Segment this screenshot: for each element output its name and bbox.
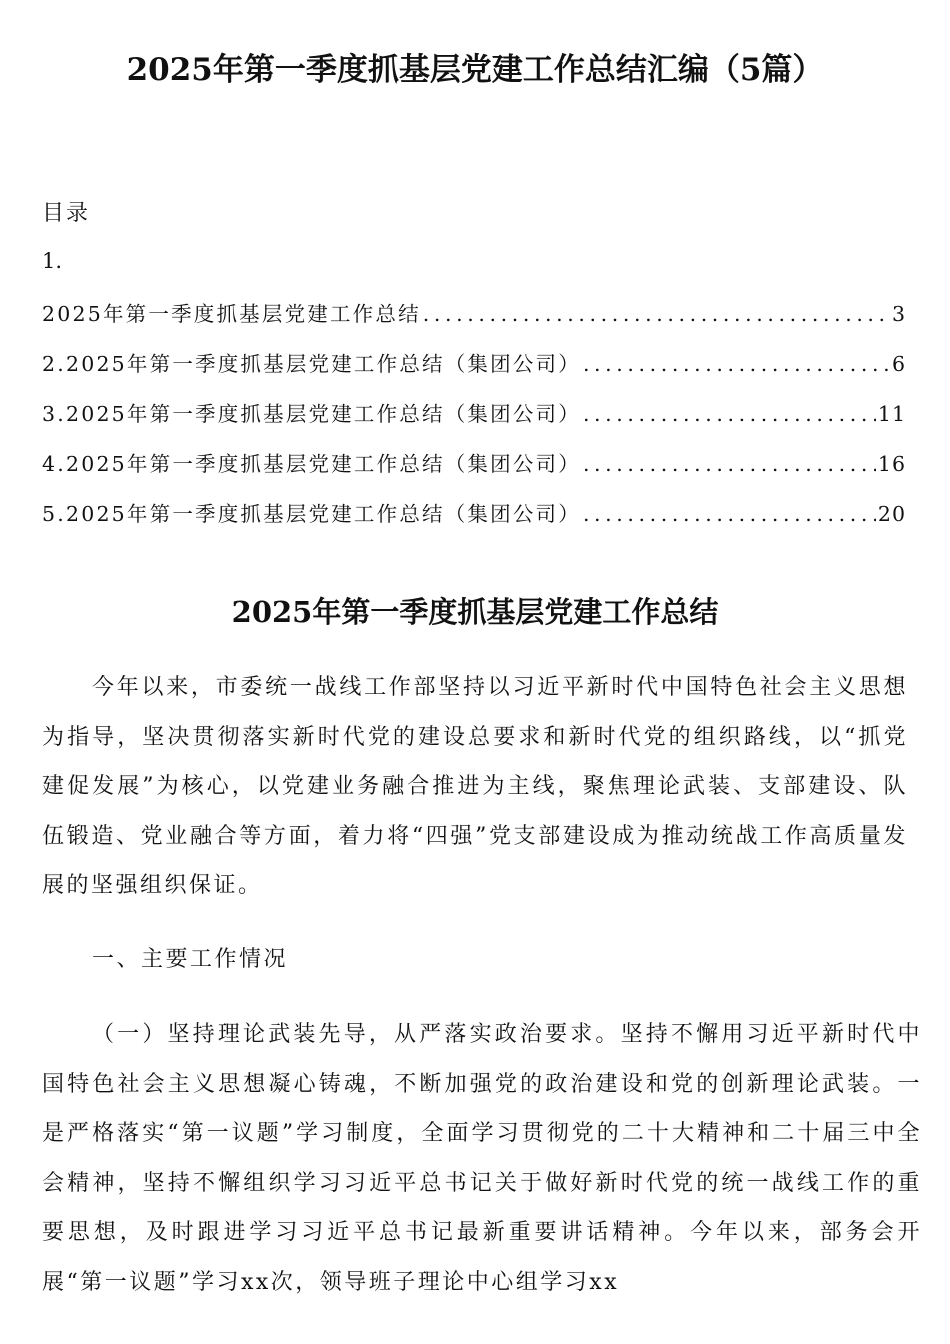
body-paragraph: （一）坚持理论武装先导，从严落实政治要求。坚持不懈用习近平新时代中国特色社会主义思想凝心铸魂，不断加强党的政治建设和党的创新理论武装。一是严格落实“第一议题”学习制度，全面学习贯彻党的二十大精神和二十届三中全会精神，坚持不懈组织学习习近平总书记关于做好新时代党的统一战线工作的重要思想，及时跟进学习习近平总书记最新重要讲话精神。今年以来，部务会开展“第一议题”学习xx次，领导班子理论中心组学习xx — [42, 1022, 922, 1295]
toc-entry[interactable] — [42, 297, 906, 327]
toc-heading: 目录 — [42, 201, 91, 226]
toc-entry-page: 20 — [877, 502, 906, 526]
toc-entry-label: 4.2025年第一季度抓基层党建工作总结（集团公司） — [42, 452, 581, 476]
toc-entry-label: 2025年第一季度抓基层党建工作总结 — [42, 302, 421, 326]
toc-leader-dots — [583, 402, 876, 426]
toc-leader-dots — [583, 502, 876, 526]
toc-entry[interactable] — [42, 397, 906, 427]
toc-first-number: 1. — [42, 249, 63, 273]
section-title: 2025年第一季度抓基层党建工作总结 — [231, 595, 719, 629]
toc-entry-label: 2.2025年第一季度抓基层党建工作总结（集团公司） — [42, 352, 581, 376]
toc-entry[interactable] — [42, 347, 906, 377]
intro-paragraph: 今年以来，市委统一战线工作部坚持以习近平新时代中国特色社会主义思想为指导，坚决贯彻落实新时代党的建设总要求和新时代党的组织路线，以“抓党建促发展”为核心，以党建业务融合推进为主线，聚焦理论武装、支部建设、队伍锻造、党业融合等方面，着力将“四强”党支部建设成为推动统战工作高质量发展的坚强组织保证。 — [42, 675, 908, 898]
toc-entry-page: 3 — [891, 302, 906, 326]
toc-entry-label: 5.2025年第一季度抓基层党建工作总结（集团公司） — [42, 502, 581, 526]
toc-leader-dots — [583, 352, 890, 376]
toc-entry-page: 6 — [891, 352, 906, 376]
toc-entry-label: 3.2025年第一季度抓基层党建工作总结（集团公司） — [42, 402, 581, 426]
toc-entry-page: 11 — [877, 402, 906, 426]
document-title: 2025年第一季度抓基层党建工作总结汇编（5篇） — [126, 52, 824, 88]
toc-leader-dots — [423, 302, 890, 326]
section-heading: 一、主要工作情况 — [92, 947, 289, 972]
toc-entry-page: 16 — [877, 452, 906, 476]
toc-entry[interactable] — [42, 447, 906, 477]
toc-entry[interactable] — [42, 497, 906, 527]
toc-leader-dots — [583, 452, 876, 476]
